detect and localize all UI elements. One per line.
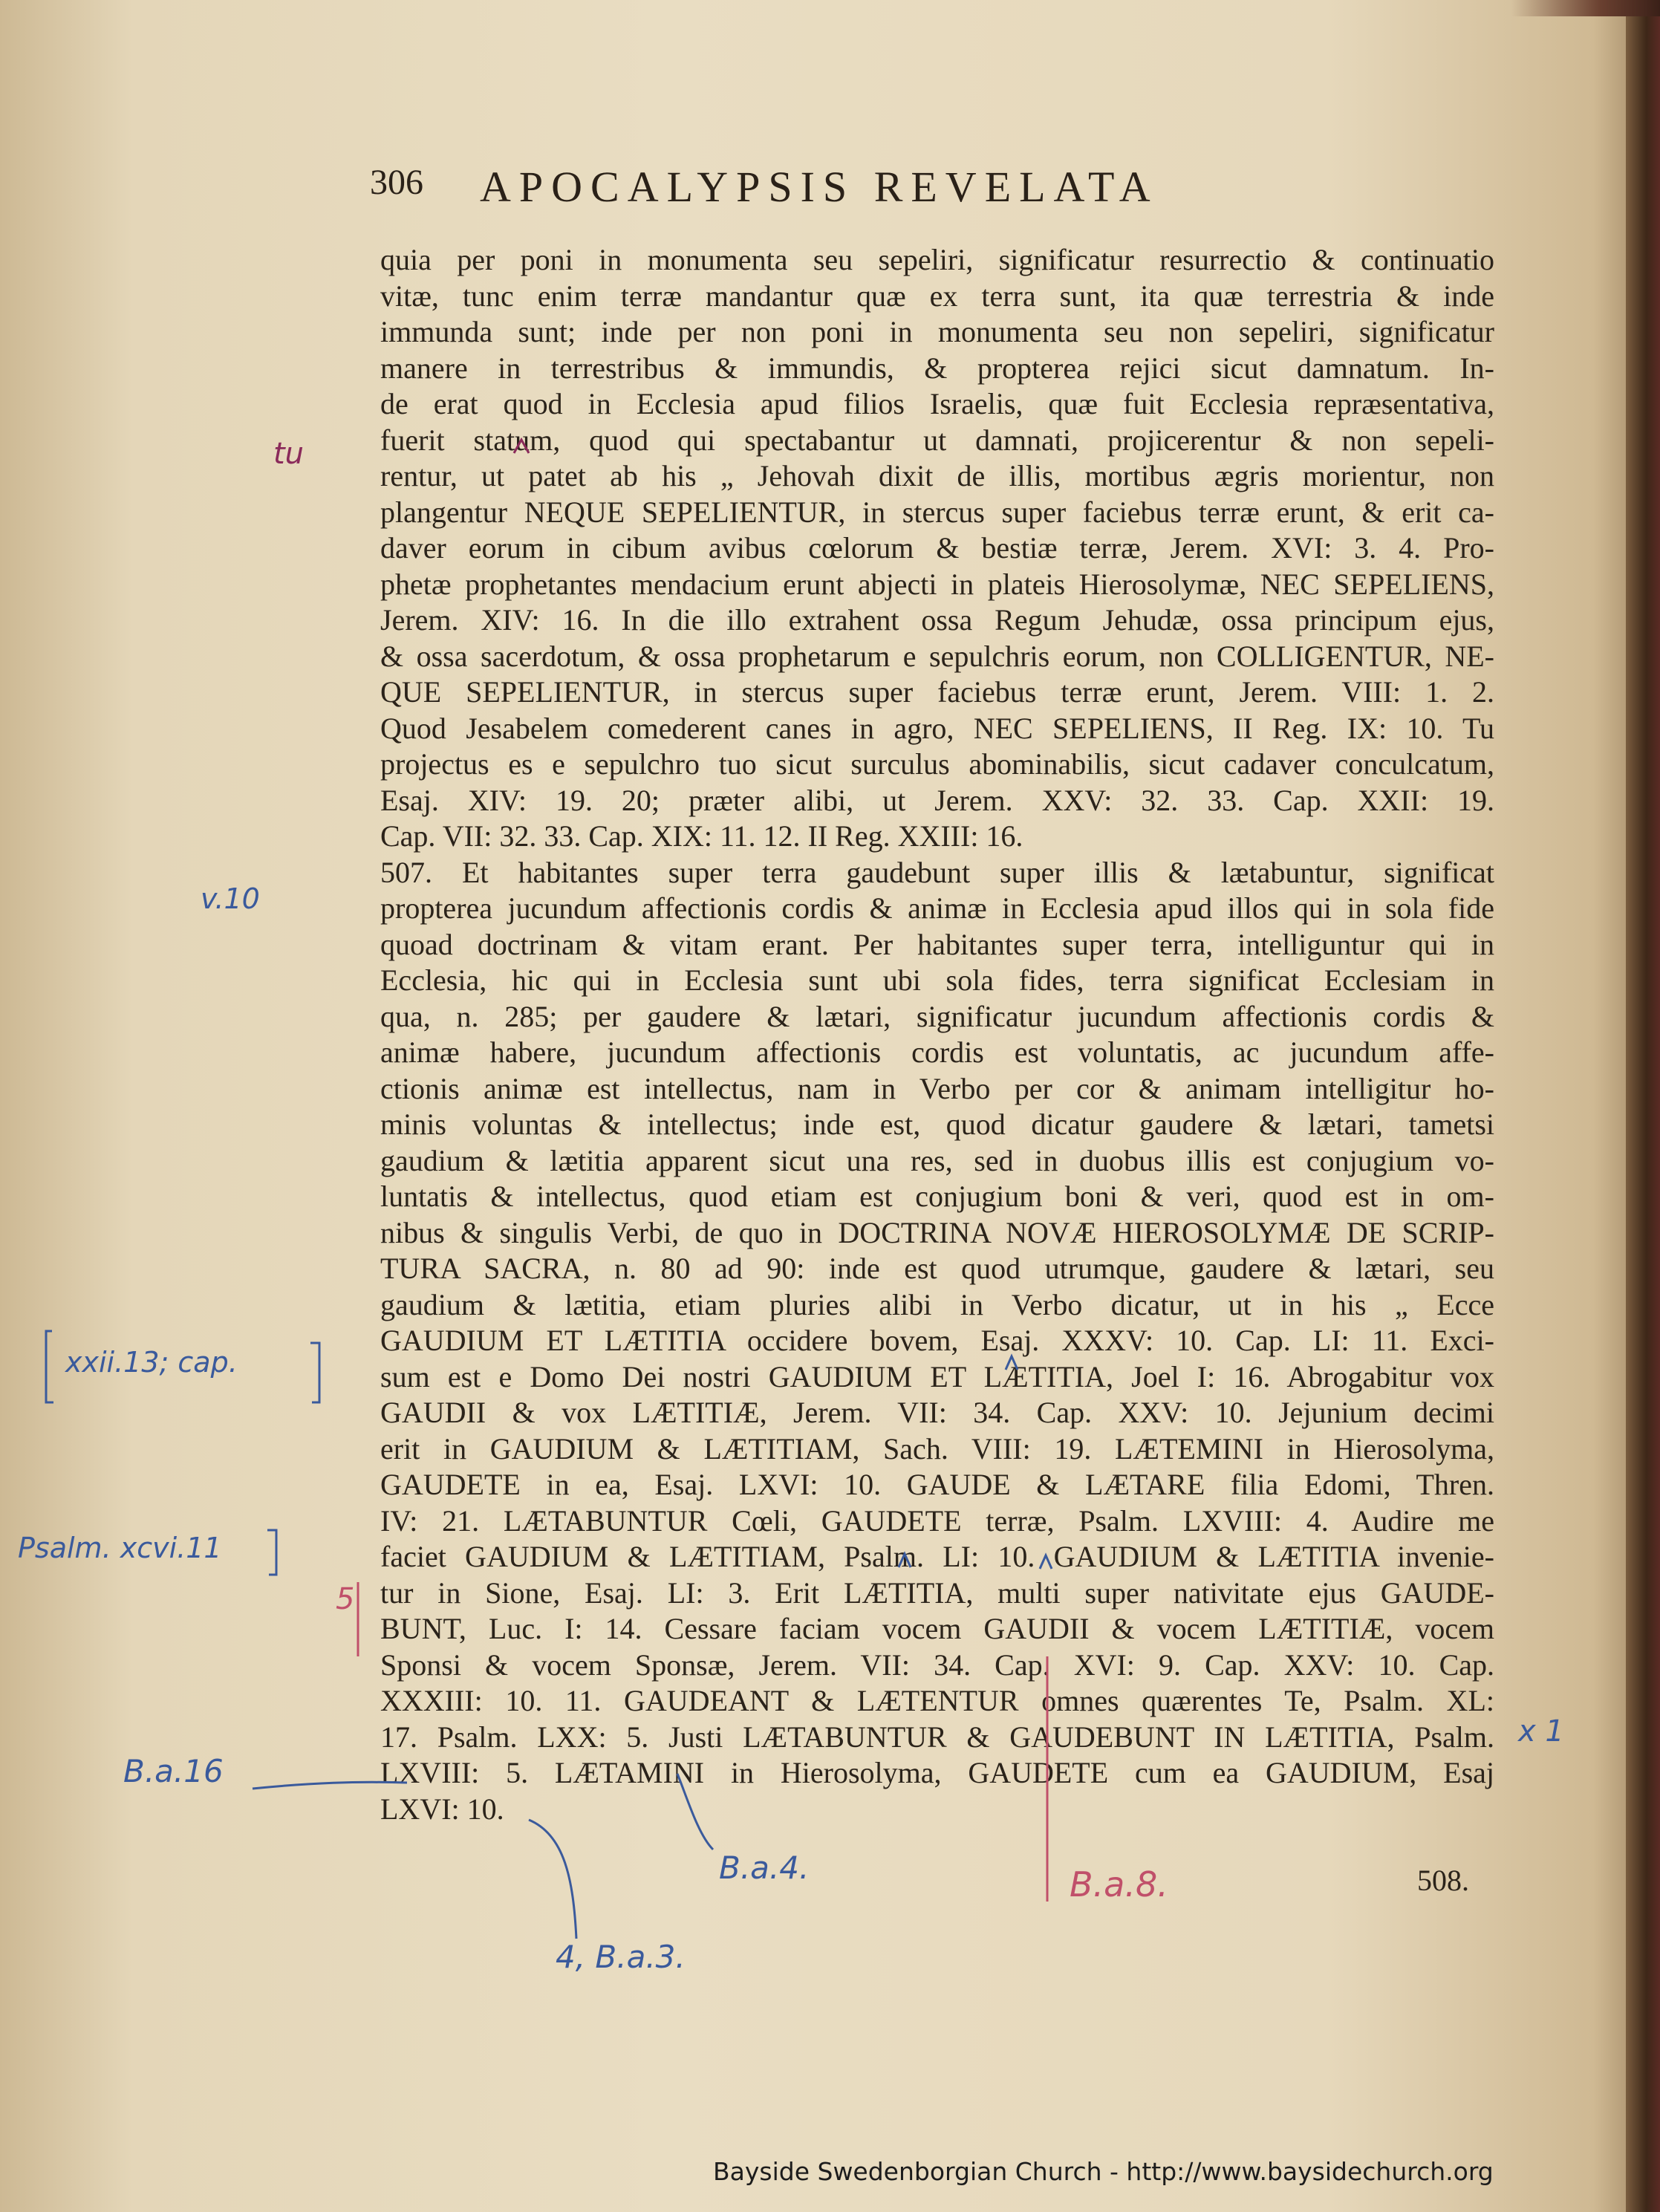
annotation-five: 5 <box>336 1582 355 1616</box>
text-line: sum est e Domo Dei nostri GAUDIUM ET LÆTITIA, Joel I: 16. Abrogabitur vox <box>380 1359 1494 1393</box>
footer-credit: Bayside Swedenborgian Church - http://www.baysidechurch.org <box>713 2157 1494 2186</box>
text-line: daver eorum in cibum avibus cœlorum & bestiæ terræ, Jerem. XVI: 3. 4. Pro- <box>380 531 1494 565</box>
text-line: luntatis & intellectus, quod etiam est conjugium boni & veri, quod est in om- <box>380 1180 1494 1213</box>
pencil-caret <box>514 440 529 453</box>
text-line: gaudium & lætitia, etiam pluries alibi in Verbo dicatur, ut in his „ Ecce <box>380 1287 1494 1321</box>
text-line: propterea jucundum affectionis cordis & animæ in Ecclesia apud illos qui in sola fide <box>380 891 1494 925</box>
text-line: manere in terrestribus & immundis, & propterea rejici sicut damnatum. In- <box>380 351 1494 385</box>
text-line: immunda sunt; inde per non poni in monumenta seu non sepeliri, significatur <box>380 315 1494 348</box>
blue-leader-ba3 <box>529 1820 576 1939</box>
text-line: & ossa sacerdotum, & ossa prophetarum e sepulchris eorum, non COLLIGENTUR, NE- <box>380 639 1494 673</box>
text-line: projectus es e sepulchro tuo sicut surculus abominabilis, sicut cadaver conculcatum, <box>380 747 1494 781</box>
text-line: Sponsi & vocem Sponsæ, Jerem. VII: 34. Cap. XVI: 9. Cap. XXV: 10. Cap. <box>380 1647 1494 1682</box>
blue-caret-3 <box>899 1554 911 1567</box>
annotation-v10: v.10 <box>201 882 260 915</box>
text-line: erit in GAUDIUM & LÆTITIAM, Sach. VIII: 19. LÆTEMINI in Hierosolyma, <box>380 1431 1494 1466</box>
text-line: quia per poni in monumenta seu sepeliri, significatur resurrectio & continuatio <box>380 243 1494 276</box>
blue-leader-ba16 <box>253 1782 407 1789</box>
text-line: tur in Sione, Esaj. LI: 3. Erit LÆTITIA, multi super nativitate ejus GAUDE- <box>380 1575 1494 1610</box>
text-line: plangentur NEQUE SEPELIENTUR, in stercus super faciebus terræ erunt, & erit ca- <box>380 495 1494 529</box>
catchword: 508. <box>1417 1864 1469 1897</box>
annotation-xxii: xxii.13; cap. <box>65 1346 238 1379</box>
text-line: 507. Et habitantes super terra gaudebunt super illis & lætabuntur, significat <box>380 855 1494 889</box>
text-line: fuerit statum, quod qui spectabantur ut damnati, projicerentur & non sepeli- <box>380 423 1494 457</box>
text-line: XXXIII: 10. 11. GAUDEANT & LÆTENTUR omnes quærentes Te, Psalm. XL: <box>380 1684 1494 1717</box>
text-line: Cap. VII: 32. 33. Cap. XIX: 11. 12. II Reg. XXIII: 16. <box>380 819 1023 853</box>
text-line: TURA SACRA, n. 80 ad 90: inde est quod utrumque, gaudere & lætari, seu <box>380 1252 1494 1285</box>
blue-caret-1 <box>1006 1356 1018 1370</box>
blue-leader-ba4 <box>677 1774 713 1850</box>
running-head: APOCALYPSIS REVELATA <box>480 163 1159 211</box>
text-line: GAUDIUM ET LÆTITIA occidere bovem, Esaj. XXXV: 10. Cap. LI: 11. Exci- <box>380 1324 1494 1357</box>
text-line: animæ habere, jucundum affectionis cordis est voluntatis, ac jucundum affe- <box>380 1035 1494 1069</box>
blue-caret-2 <box>1040 1555 1052 1569</box>
text-line: Jerem. XIV: 16. In die illo extrahent ossa Regum Jehudæ, ossa principum ejus, <box>380 603 1494 637</box>
text-line: rentur, ut patet ab his „ Jehovah dixit de illis, mortibus ægris morientur, non <box>380 459 1494 492</box>
text-line: 17. Psalm. LXX: 5. Justi LÆTABUNTUR & GAUDEBUNT IN LÆTITIA, Psalm. <box>380 1720 1494 1754</box>
blue-bracket-left <box>46 1331 53 1402</box>
text-line: LXVIII: 5. LÆTAMINI in Hierosolyma, GAUDETE cum ea GAUDIUM, Esaj <box>380 1756 1494 1789</box>
text-line: phetæ prophetantes mendacium erunt abjecti in plateis Hierosolymæ, NEC SEPELIENS, <box>380 567 1494 601</box>
text-line: IV: 21. LÆTABUNTUR Cœli, GAUDETE terræ, Psalm. LXVIII: 4. Audire me <box>380 1503 1494 1538</box>
blue-bracket-right <box>310 1343 319 1402</box>
text-line: faciet GAUDIUM & LÆTITIAM, Psalm. LI: 10. GAUDIUM & LÆTITIA invenie- <box>380 1540 1494 1573</box>
text-line: qua, n. 285; per gaudere & lætari, significatur jucundum affectionis cordis & <box>380 999 1494 1033</box>
text-line: de erat quod in Ecclesia apud filios Israelis, quæ fuit Ecclesia repræsentativa, <box>380 387 1494 420</box>
annotation-x1: x 1 <box>1518 1714 1564 1749</box>
text-line: Quod Jesabelem comederent canes in agro, NEC SEPELIENS, II Reg. IX: 10. Tu <box>380 711 1494 745</box>
text-line: gaudium & lætitia apparent sicut una res, sed in duobus illis est conjugium vo- <box>380 1143 1494 1177</box>
text-line: GAUDII & vox LÆTITIÆ, Jerem. VII: 34. Cap. XXV: 10. Jejunium decimi <box>380 1396 1494 1429</box>
annotation-ba16: B.a.16 <box>123 1753 224 1789</box>
annotation-ba4: B.a.4. <box>719 1850 810 1886</box>
text-line: GAUDETE in ea, Esaj. LXVI: 10. GAUDE & LÆTARE filia Edomi, Thren. <box>380 1468 1494 1501</box>
annotation-ba8: B.a.8. <box>1070 1864 1168 1904</box>
text-line: ctionis animæ est intellectus, nam in Verbo per cor & animam intelligitur ho- <box>380 1071 1494 1105</box>
annotation-ba3: 4, B.a.3. <box>556 1939 686 1975</box>
text-line: minis voluntas & intellectus; inde est, quod dicatur gaudere & lætari, tametsi <box>380 1107 1494 1141</box>
text-line: quoad doctrinam & vitam erant. Per habitantes super terra, intelliguntur qui in <box>380 927 1494 961</box>
text-line: Esaj. XIV: 19. 20; præter alibi, ut Jerem. XXV: 32. 33. Cap. XXII: 19. <box>380 783 1494 817</box>
text-line: Ecclesia, hic qui in Ecclesia sunt ubi sola fides, terra significat Ecclesiam in <box>380 963 1494 997</box>
annotation-psalm: Psalm. xcvi.11 <box>18 1532 222 1564</box>
text-line: nibus & singulis Verbi, de quo in DOCTRINA NOVÆ HIEROSOLYMÆ DE SCRIP- <box>380 1215 1494 1249</box>
page-number: 306 <box>370 163 423 202</box>
annotation-tu: tu <box>273 437 305 471</box>
text-line: BUNT, Luc. I: 14. Cessare faciam vocem GAUDII & vocem LÆTITIÆ, vocem <box>380 1612 1494 1645</box>
text-line: QUE SEPELIENTUR, in stercus super faciebus terræ erunt, Jerem. VIII: 1. 2. <box>380 675 1494 709</box>
text-line: LXVI: 10. <box>380 1792 504 1826</box>
blue-bracket-psalm-right <box>267 1530 276 1575</box>
text-line: vitæ, tunc enim terræ mandantur quæ ex terra sunt, ita quæ terrestria & inde <box>380 279 1494 313</box>
